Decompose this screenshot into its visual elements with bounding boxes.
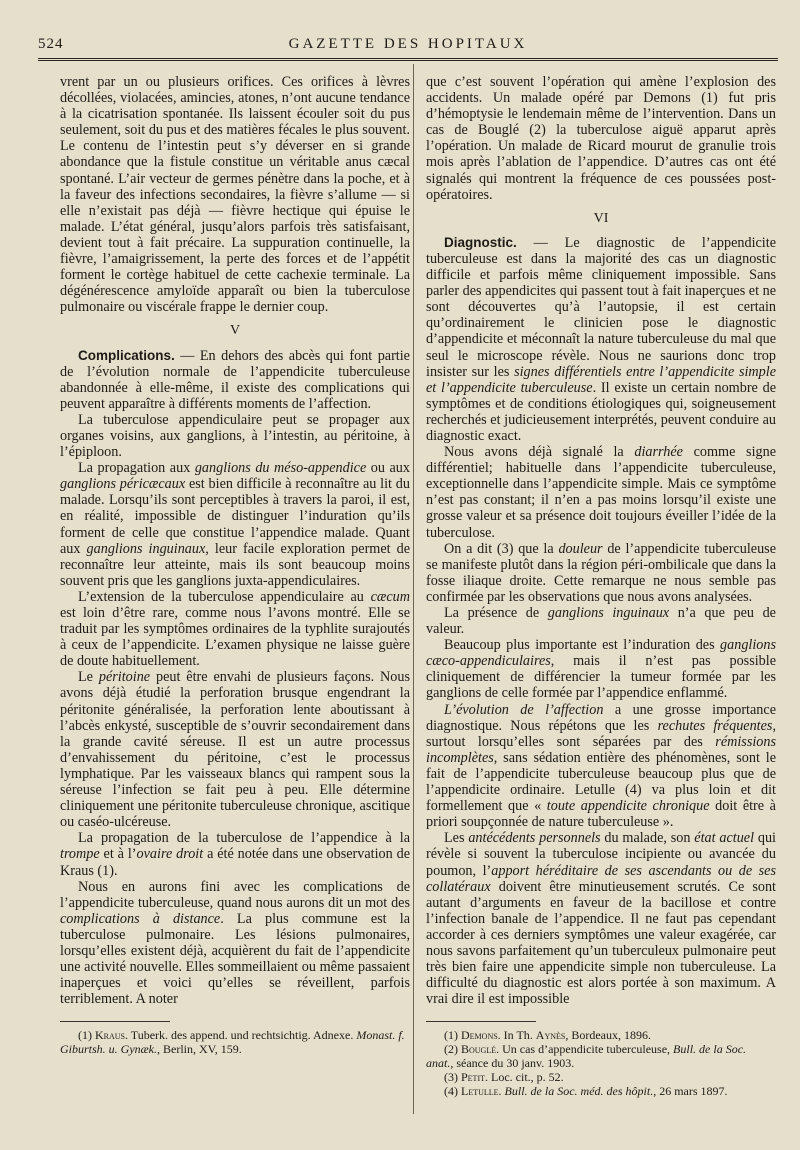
paragraph: Nous avons déjà signalé la diarrhée comme signe différentiel; habituelle dans l’appendicite tuberculeuse, exceptionnelle dans l’appendicite simple. Mais ce symptôme n’est pas constant; il n’en a pas moins lorsqu’il existe une grosse valeur et sa présence doit toujours éveiller l’idée de la tuberculose. [426, 444, 776, 541]
paragraph: L’évolution de l’affection a une grosse importance diagnostique. Nous répétons que les rechutes fréquentes, surtout lorsqu’elles sont séparées par des rémissions incomplètes, sans sédation entière des phénomènes, sont le fait de l’appendicite tuberculeuse beaucoup plus que de l’appendicite ordinaire. Letulle (4) va plus loin et dit formellement que « toute appendicite chronique doit être à priori soupçonnée de nature tuberculeuse ». [426, 701, 776, 831]
paragraph: Beaucoup plus importante est l’induration des ganglions cæco-appendiculaires, mais il n’est pas possible cliniquement de différencier la tumeur formée par les ganglions de celle formée par l’appendice enflammé. [426, 637, 776, 702]
footnote: (1) Kraus. Tuberk. des append. und rechtsichtig. Adnexe. Monast. f. Giburtsh. u. Gynæk., Berlin, XV, 159. [60, 1028, 405, 1057]
paragraph: La propagation de la tuberculose de l’appendice à la trompe et à l’ovaire droit a été notée dans une observation de Kraus (1). [60, 830, 410, 879]
column-divider [413, 64, 414, 1114]
footnote: (3) Petit. Loc. cit., p. 52. [444, 1070, 564, 1085]
section-heading-diagnostic: Diagnostic. [444, 234, 517, 250]
footnote-rule [60, 1021, 170, 1022]
paragraph: La tuberculose appendiculaire peut se propager aux organes voisins, aux ganglions, à l’intestin, au péritoine, à l’épiploon. [60, 411, 410, 461]
section-heading-complications: Complications. [78, 347, 175, 363]
paragraph: que c’est souvent l’opération qui amène l’explosion des accidents. Un malade opéré par Demons (1) fut pris d’hémoptysie le lendemain même de l’intervention. Dans un cas de Bouglé (2) la tuberculose aiguë apparut après l’opération. Un malade de Ricard mourut de granulie trois mois après l’ablation de l’appendice. D’autres cas ont été signalés qui montrent la fréquence de ces poussées post-opératoires. [426, 74, 776, 203]
footnote-rule [426, 1021, 536, 1022]
paragraph: On a dit (3) que la douleur de l’appendicite tuberculeuse se manifeste plutôt dans la région péri-ombilicale que dans la fosse iliaque droite. Cette remarque ne nous semble pas confirmée par les observations que nous avons analysées. [426, 540, 776, 605]
paragraph: Le péritoine peut être envahi de plusieurs façons. Nous avons déjà étudié la perforation brusque engendrant la péritonite généralisée, la perforation lente aboutissant à l’abcès enkysté, susceptible de s’ouvrir secondairement dans la grande cavité séreuse. Il est un autre processus d’envahissement du péritoine, c’est le processus lymphatique. Par les vaisseaux blancs qui rampent sous la séreuse l’infection se fait peu à peu. Elle détermine cliniquement une péritonite tuberculeuse chronique, ascitique ou caséo-ulcéreuse. [60, 669, 410, 831]
paragraph-complications: Complications. — En dehors des abcès qui font partie de l’évolution normale de l’appendicite tuberculeuse abandonnée à elle-même, il existe des complications qui peuvent apparaître à différents moments de l’affection. [60, 347, 410, 412]
footnote: (2) Bouglé. Un cas d’appendicite tuberculeuse, Bull. de la Soc. anat., séance du 30 janv. 1903. [426, 1042, 747, 1071]
left-column [60, 74, 410, 1056]
paragraph: Les antécédents personnels du malade, son état actuel qui révèle si souvent la tuberculose incipiente ou avancée du poumon, l’apport héréditaire de ses ascendants ou de ses collatéraux doivent être minutieusement scrutés. Ce sont autant d’arguments en faveur de la bacillose et contre l’infection banale de l’appendice. Il ne faut pas cependant accorder à ces derniers symptômes une valeur exagérée, car nous savons parfaitement qu’un tuberculeux pulmonaire peut très bien faire une appendicite simple non tuberculeuse. La difficulté du diagnostic est alors portée à son maximum. A vrai dire il est impossible [426, 830, 777, 1008]
paragraph: L’extension de la tuberculose appendiculaire au cæcum est loin d’être rare, comme nous l’avons montré. Elle se traduit par les symptômes ordinaires de la typhlite surajoutés à ceux de l’appendicite. L’examen physique ne laisse guère de doute habituellement. [60, 588, 410, 670]
paragraph: La présence de ganglions inguinaux n’a que peu de valeur. [426, 605, 776, 638]
paragraph: Nous en aurons fini avec les complications de l’appendicite tuberculeuse, quand nous aurons dit un mot des complications à distance. La plus commune est la tuberculose pulmonaire. Les lésions pulmonaires, lorsqu’elles existent déjà, acquièrent du fait de l’appendicite une activité nouvelle. Elles sommeillaient ou même passaient inaperçues et voici qu’elles se réveillent, parfois terriblement. A noter [60, 878, 410, 1008]
paragraph: vrent par un ou plusieurs orifices. Ces orifices à lèvres décollées, violacées, amincies, atones, n’ont aucune tendance à la cicatrisation spontanée. Ils laissent écouler soit du pus seulement, soit du pus et des matières fécales le plus souvent. Le contenu de l’intestin peut s’y déverser en si grande abondance que la fistule constitue un véritable anus cæcal spontané. L’air vecteur de germes pénètre dans la poche, et à la faveur des infections secondaires, la fièvre s’allume — si elle n’existait pas déjà — fièvre hectique qui épuise le malade. L’état général, jusqu’alors parfois très satisfaisant, devient tout à fait précaire. La suppuration continuelle, la fièvre, l’amaigrissement, la perte des forces et de l’appétit forment le cortège habituel de cette cachexie terminale. La dégénérescence amyloïde apparaît ou bien la tuberculose pulmonaire ou viscérale frappe le dernier coup. [60, 74, 410, 316]
footnote: (4) Letulle. Bull. de la Soc. méd. des hôpit., 26 mars 1897. [444, 1084, 728, 1099]
section-number-v: V [229, 323, 241, 339]
page-number: 524 [38, 36, 64, 52]
page-header [38, 30, 778, 58]
header-rule [38, 58, 778, 61]
paragraph: La propagation aux ganglions du méso-appendice ou aux ganglions péricæcaux est bien difficile à reconnaître au lit du malade. Lorsqu’ils sont perceptibles à travers la paroi, il est, en réalité, impossible de distinguer l’induration qu’ils forment de celle que constitue l’appendice malade. Quant aux ganglions inguinaux, leur facile exploration permet de reconnaître leur atteinte, mais ils sont beaucoup moins souvent pris que les ganglions juxta-appendiculaires. [60, 460, 410, 589]
right-column [426, 74, 776, 1098]
paragraph-diagnostic: Diagnostic. — Le diagnostic de l’appendicite tuberculeuse est dans la majorité des cas un diagnostic difficile et parfois même cliniquement impossible. Sans parler des appendicites qui passent tout à fait inaperçues et ne sont découvertes qu’à l’autopsie, il est certain qu’ordinairement le clinicien pose le diagnostic d’appendicite et méconnaît la nature tuberculeuse du mal que seul le microscope révèle. Nous ne saurions donc trop insister sur les signes différentiels entre l’appendicite simple et l’appendicite tuberculeuse. Il existe un certain nombre de symptômes et de conditions étiologiques qui, soigneusement recherchés et judicieusement interprétés, peuvent conduire au diagnostic exact. [426, 234, 776, 444]
footnote: (1) Demons. In Th. Aynès, Bordeaux, 1896. [444, 1028, 651, 1043]
journal-title: GAZETTE DES HOPITAUX [288, 36, 528, 52]
section-number-vi: VI [593, 210, 609, 226]
